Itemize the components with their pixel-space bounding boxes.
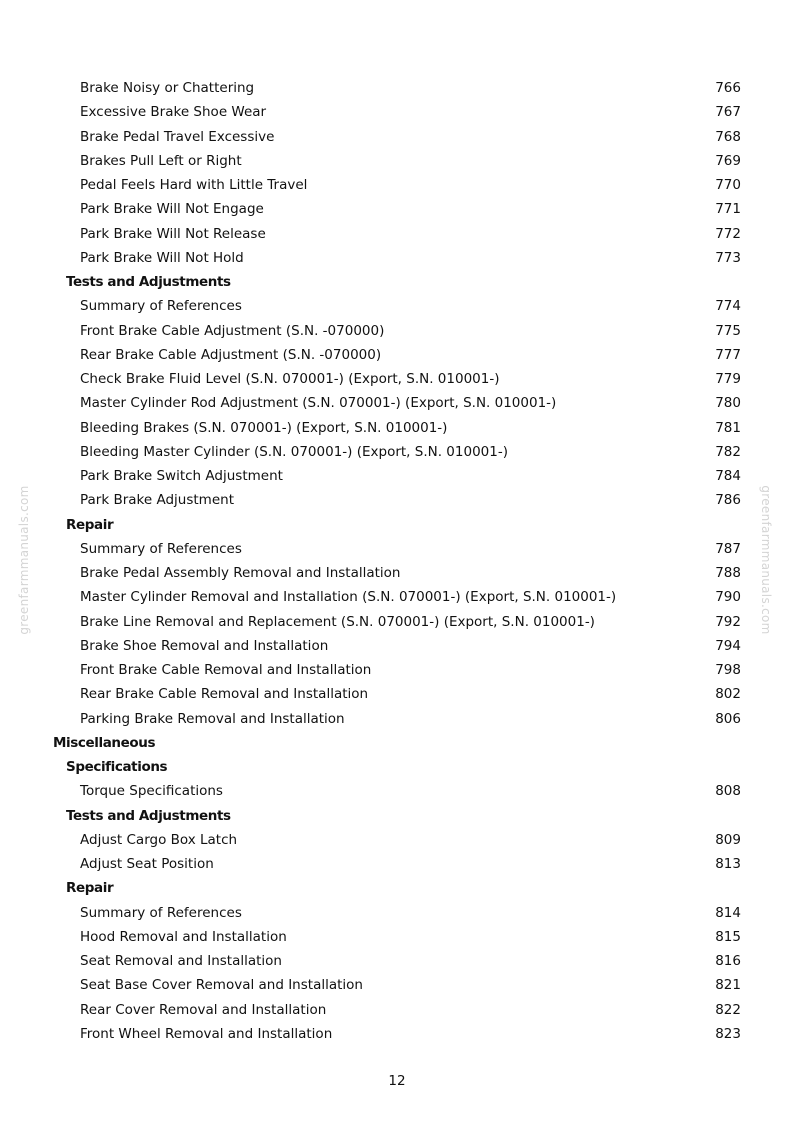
toc-entry[interactable] xyxy=(0,367,794,391)
toc-entry-page-number: 773 xyxy=(715,249,741,266)
toc-entry-title: Brake Noisy or Chattering xyxy=(80,80,255,96)
toc-entry[interactable] xyxy=(0,852,794,876)
toc-entry-title: Master Cylinder Removal and Installation (S.N. 070001-) (Export, S.N. 010001-) xyxy=(80,589,617,606)
toc-entry-title: Park Brake Will Not Hold xyxy=(80,249,244,266)
toc-entry[interactable] xyxy=(0,125,794,149)
toc-section-heading xyxy=(0,731,794,755)
toc-entry-page-number: 781 xyxy=(715,419,741,436)
toc-entry[interactable] xyxy=(0,343,794,367)
toc-entry[interactable] xyxy=(0,440,794,464)
toc-entry-page-number: 787 xyxy=(715,540,741,557)
toc-entry-page-number: 808 xyxy=(715,783,741,800)
toc-entry-page-number: 821 xyxy=(715,977,741,994)
toc-entry-title: Front Brake Cable Removal and Installation xyxy=(80,662,372,678)
watermark-right: greenfarmmanuals.com xyxy=(759,485,773,635)
toc-entry-title: Brakes Pull Left or Right xyxy=(80,152,242,169)
toc-entry-title: Summary of References xyxy=(80,904,242,921)
toc-entry-page-number: 768 xyxy=(715,128,741,145)
toc-entry-title: Park Brake Adjustment xyxy=(80,492,234,509)
toc-entry-title: Parking Brake Removal and Installation xyxy=(80,710,345,727)
toc-entry-title: Torque Specifications xyxy=(80,783,223,800)
toc-entry-title: Bleeding Brakes (S.N. 070001-) (Export, S.N. 010001-) xyxy=(80,419,448,436)
toc-entry-page-number: 788 xyxy=(715,565,741,581)
toc-entry[interactable] xyxy=(0,464,794,488)
toc-entry-title: Brake Pedal Travel Excessive xyxy=(80,128,275,145)
table-of-contents xyxy=(0,76,794,1046)
toc-entry-page-number: 784 xyxy=(715,468,741,484)
toc-entry-page-number: 794 xyxy=(715,637,741,654)
toc-entry[interactable] xyxy=(0,561,794,585)
toc-entry-page-number: 798 xyxy=(715,662,741,678)
toc-entry-page-number: 767 xyxy=(715,104,741,121)
toc-entry[interactable] xyxy=(0,901,794,925)
toc-entry-title: Seat Removal and Installation xyxy=(80,953,282,969)
toc-entry[interactable] xyxy=(0,585,794,609)
toc-entry[interactable] xyxy=(0,634,794,658)
toc-entry-page-number: 815 xyxy=(715,928,741,945)
toc-entry[interactable] xyxy=(0,391,794,415)
toc-entry-title: Rear Brake Cable Adjustment (S.N. -070000) xyxy=(80,346,382,363)
toc-entry-title: Rear Cover Removal and Installation xyxy=(80,1001,327,1018)
toc-entry-title: Adjust Cargo Box Latch xyxy=(80,831,238,848)
toc-entry[interactable] xyxy=(0,682,794,706)
toc-entry[interactable] xyxy=(0,973,794,997)
toc-entry[interactable] xyxy=(0,488,794,512)
toc-entry[interactable] xyxy=(0,610,794,634)
toc-entry-page-number: 822 xyxy=(715,1001,741,1018)
toc-entry[interactable] xyxy=(0,149,794,173)
toc-entry-page-number: 766 xyxy=(715,80,741,96)
toc-entry-title: Excessive Brake Shoe Wear xyxy=(80,104,267,121)
toc-entry[interactable] xyxy=(0,319,794,343)
toc-entry[interactable] xyxy=(0,173,794,197)
toc-entry-title: Check Brake Fluid Level (S.N. 070001-) (Export, S.N. 010001-) xyxy=(80,371,500,387)
toc-entry-title: Park Brake Will Not Release xyxy=(80,225,266,242)
toc-entry-page-number: 786 xyxy=(715,492,741,509)
toc-entry-page-number: 780 xyxy=(715,395,741,412)
toc-entry-page-number: 802 xyxy=(715,686,741,703)
toc-entry-page-number: 790 xyxy=(715,589,741,606)
toc-entry-page-number: 771 xyxy=(715,201,741,218)
toc-entry-page-number: 777 xyxy=(715,346,741,363)
toc-entry[interactable] xyxy=(0,707,794,731)
toc-entry-page-number: 770 xyxy=(715,177,741,193)
toc-entry[interactable] xyxy=(0,828,794,852)
toc-entry[interactable] xyxy=(0,658,794,682)
toc-entry[interactable] xyxy=(0,416,794,440)
toc-entry-page-number: 814 xyxy=(715,904,741,921)
toc-entry-page-number: 813 xyxy=(715,856,741,872)
toc-section-heading xyxy=(0,876,794,900)
toc-entry[interactable] xyxy=(0,76,794,100)
toc-entry-title: Brake Line Removal and Replacement (S.N. 070001-) (Export, S.N. 010001-) xyxy=(80,613,595,630)
toc-entry-title: Miscellaneous xyxy=(53,734,156,751)
toc-entry-title: Brake Pedal Assembly Removal and Installation xyxy=(80,565,401,581)
toc-entry[interactable] xyxy=(0,925,794,949)
toc-entry-title: Park Brake Switch Adjustment xyxy=(80,468,283,484)
toc-entry-title: Adjust Seat Position xyxy=(80,856,214,872)
toc-entry-title: Pedal Feels Hard with Little Travel xyxy=(80,177,308,193)
watermark-left: greenfarmmanuals.com xyxy=(17,485,31,635)
toc-entry-title: Front Brake Cable Adjustment (S.N. -070000) xyxy=(80,322,385,339)
toc-entry[interactable] xyxy=(0,998,794,1022)
toc-entry-title: Tests and Adjustments xyxy=(66,274,231,290)
toc-entry-title: Front Wheel Removal and Installation xyxy=(80,1025,333,1042)
toc-entry-title: Rear Brake Cable Removal and Installation xyxy=(80,686,369,703)
toc-entry[interactable] xyxy=(0,949,794,973)
toc-entry-page-number: 779 xyxy=(715,371,741,387)
toc-entry-title: Hood Removal and Installation xyxy=(80,928,287,945)
toc-entry[interactable] xyxy=(0,779,794,803)
toc-entry-title: Repair xyxy=(66,516,114,533)
toc-section-heading xyxy=(0,755,794,779)
toc-entry-title: Brake Shoe Removal and Installation xyxy=(80,637,329,654)
toc-entry-page-number: 792 xyxy=(715,613,741,630)
toc-entry[interactable] xyxy=(0,197,794,221)
toc-entry-title: Bleeding Master Cylinder (S.N. 070001-) (Export, S.N. 010001-) xyxy=(80,443,508,460)
toc-entry-page-number: 809 xyxy=(715,831,741,848)
toc-entry[interactable] xyxy=(0,246,794,270)
toc-entry-title: Tests and Adjustments xyxy=(66,807,231,824)
toc-entry-page-number: 774 xyxy=(715,298,741,315)
page-number: 12 xyxy=(388,1073,406,1089)
toc-entry-page-number: 823 xyxy=(715,1025,741,1042)
toc-section-heading xyxy=(0,804,794,828)
toc-entry-title: Master Cylinder Rod Adjustment (S.N. 070001-) (Export, S.N. 010001-) xyxy=(80,395,557,412)
toc-section-heading xyxy=(0,513,794,537)
toc-entry-title: Park Brake Will Not Engage xyxy=(80,201,264,218)
toc-entry-page-number: 772 xyxy=(715,225,741,242)
toc-entry-page-number: 769 xyxy=(715,152,741,169)
toc-entry[interactable] xyxy=(0,222,794,246)
toc-entry[interactable] xyxy=(0,537,794,561)
toc-entry-title: Summary of References xyxy=(80,540,242,557)
toc-entry-page-number: 775 xyxy=(715,322,741,339)
toc-entry-page-number: 782 xyxy=(715,443,741,460)
toc-entry-title: Seat Base Cover Removal and Installation xyxy=(80,977,363,994)
toc-entry-title: Specifications xyxy=(66,759,168,775)
toc-entry[interactable] xyxy=(0,1022,794,1046)
toc-entry[interactable] xyxy=(0,100,794,124)
toc-entry-page-number: 816 xyxy=(715,953,741,969)
toc-entry-title: Summary of References xyxy=(80,298,242,315)
toc-entry[interactable] xyxy=(0,294,794,318)
toc-entry-page-number: 806 xyxy=(715,710,741,727)
toc-section-heading xyxy=(0,270,794,294)
toc-entry-title: Repair xyxy=(66,880,114,897)
